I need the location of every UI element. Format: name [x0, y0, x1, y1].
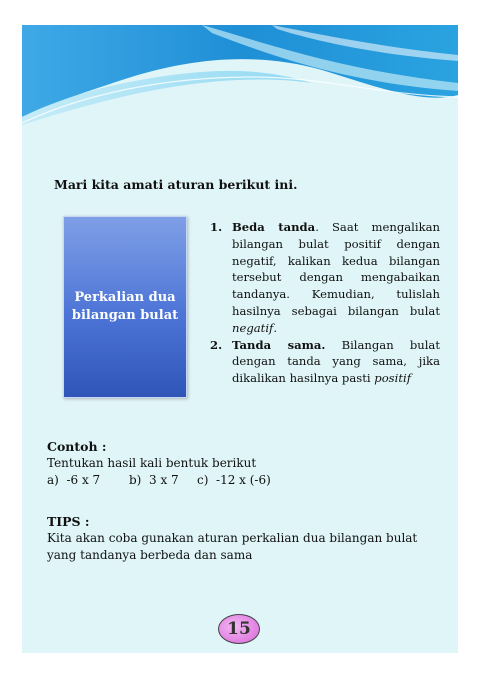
example-item: b) 3 x 7 [129, 473, 179, 487]
page-number: 15 [227, 619, 251, 639]
rule-item [208, 219, 440, 337]
page-number-badge [218, 614, 260, 644]
topic-box-title: Perkalian dua bilangan bulat [71, 290, 179, 323]
example-items [47, 472, 271, 489]
header-wave-decoration [22, 25, 458, 145]
example-heading: Contoh : [47, 439, 107, 454]
page [22, 25, 458, 653]
tips-text: Kita akan coba gunakan aturan perkalian dua bilangan bulat yang tandanya berbeda dan sama [47, 531, 418, 562]
rule-end: . [273, 320, 278, 335]
rule-title: Beda tanda [232, 220, 316, 234]
tips-heading: TIPS : [47, 514, 90, 529]
rule-text: Bilangan bulat dengan tanda yang sama, jika dikalikan hasilnya pasti [232, 337, 440, 386]
tips-section [47, 513, 442, 564]
rules-list [208, 219, 440, 387]
example-item: c) -12 x (-6) [197, 473, 271, 487]
rule-title: Tanda sama. [232, 337, 326, 352]
rule-number: 2. [210, 337, 223, 352]
topic-box [63, 216, 187, 398]
rule-number: 1. [210, 220, 223, 234]
example-instruction: Tentukan hasil kali bentuk berikut [47, 456, 257, 470]
rule-keyword: positif [374, 371, 411, 386]
example-section [47, 438, 271, 489]
rule-item [208, 337, 440, 387]
rule-text: . Saat mengalikan bilangan bulat positif dengan negatif, kalikan kedua bilangan tersebut dengan mengabaikan tandanya. Kemudian, tulislah hasilnya sebagai bilangan bulat [232, 220, 440, 318]
rule-keyword: negatif [232, 320, 274, 335]
example-item: a) -6 x 7 [47, 473, 101, 487]
intro-text: Mari kita amati aturan berikut ini. [54, 177, 298, 192]
